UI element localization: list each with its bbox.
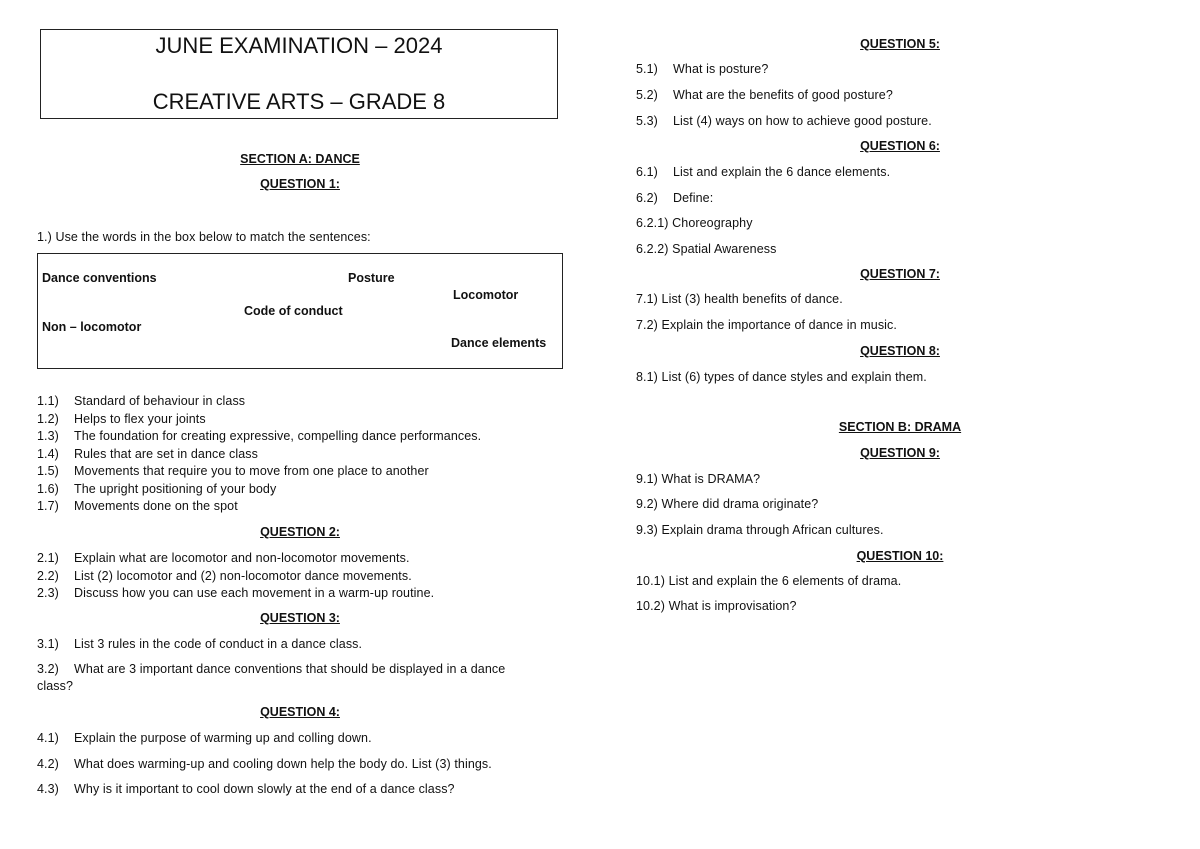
list-item: 1.7) Movements done on the spot [37, 499, 238, 513]
list-item: 1.6) The upright positioning of your body [37, 482, 277, 496]
question-10-heading: QUESTION 10: [856, 549, 944, 563]
word-locomotor: Locomotor [453, 288, 519, 302]
question-7-heading: QUESTION 7: [860, 267, 940, 281]
section-a-heading: SECTION A: DANCE [240, 152, 360, 166]
list-item: 2.3) Discuss how you can use each movement in a warm-up routine. [37, 586, 435, 600]
list-item: 7.2) Explain the importance of dance in music. [636, 318, 897, 332]
list-item: 10.2) What is improvisation? [636, 599, 797, 613]
word-non-locomotor: Non – locomotor [42, 320, 142, 334]
list-item: 3.1) List 3 rules in the code of conduct in a dance class. [37, 637, 363, 651]
question-2-heading: QUESTION 2: [260, 525, 340, 539]
subject-title: CREATIVE ARTS – GRADE 8 [152, 89, 446, 114]
list-item: 1.1) Standard of behaviour in class [37, 394, 246, 408]
list-item: 4.2) What does warming-up and cooling down help the body do. List (3) things. [37, 757, 492, 771]
list-item: 3.2) What are 3 important dance conventions that should be displayed in a dance [37, 662, 506, 676]
list-item: 1.2) Helps to flex your joints [37, 412, 206, 426]
question-8-heading: QUESTION 8: [860, 344, 940, 358]
list-item: 9.2) Where did drama originate? [636, 497, 819, 511]
list-item-wrap: class? [37, 679, 74, 693]
list-item: 10.1) List and explain the 6 elements of drama. [636, 574, 902, 588]
word-dance-conventions: Dance conventions [42, 271, 157, 285]
question-5-heading: QUESTION 5: [860, 37, 940, 51]
list-item: 1.4) Rules that are set in dance class [37, 447, 258, 461]
question-9-heading: QUESTION 9: [860, 446, 940, 460]
list-item: 6.2) Define: [636, 191, 714, 205]
list-item: 5.2) What are the benefits of good posture? [636, 88, 893, 102]
list-item: 6.1) List and explain the 6 dance elements. [636, 165, 891, 179]
exam-title: JUNE EXAMINATION – 2024 [155, 33, 443, 58]
list-item: 4.1) Explain the purpose of warming up and colling down. [37, 731, 372, 745]
word-box [37, 253, 563, 369]
word-dance-elements: Dance elements [451, 336, 547, 350]
list-item: 1.3) The foundation for creating expressive, compelling dance performances. [37, 429, 482, 443]
question-1-heading: QUESTION 1: [260, 177, 340, 191]
list-item: 5.3) List (4) ways on how to achieve good posture. [636, 114, 932, 128]
list-item: 7.1) List (3) health benefits of dance. [636, 292, 843, 306]
question-3-heading: QUESTION 3: [260, 611, 340, 625]
word-code-of-conduct: Code of conduct [244, 304, 343, 318]
question-1-instruction: 1.) Use the words in the box below to match the sentences: [37, 230, 371, 244]
list-item: 4.3) Why is it important to cool down slowly at the end of a dance class? [37, 782, 455, 796]
list-item: 6.2.2) Spatial Awareness [636, 242, 777, 256]
list-item: 8.1) List (6) types of dance styles and explain them. [636, 370, 927, 384]
list-item: 1.5) Movements that require you to move from one place to another [37, 464, 429, 478]
list-item: 9.1) What is DRAMA? [636, 472, 761, 486]
section-b-heading: SECTION B: DRAMA [838, 420, 962, 434]
list-item: 5.1) What is posture? [636, 62, 769, 76]
title-box [40, 29, 558, 119]
list-item: 6.2.1) Choreography [636, 216, 753, 230]
question-4-heading: QUESTION 4: [260, 705, 340, 719]
list-item: 9.3) Explain drama through African cultures. [636, 523, 884, 537]
question-6-heading: QUESTION 6: [860, 139, 940, 153]
list-item: 2.2) List (2) locomotor and (2) non-locomotor dance movements. [37, 569, 412, 583]
list-item: 2.1) Explain what are locomotor and non-locomotor movements. [37, 551, 410, 565]
word-posture: Posture [348, 271, 395, 285]
